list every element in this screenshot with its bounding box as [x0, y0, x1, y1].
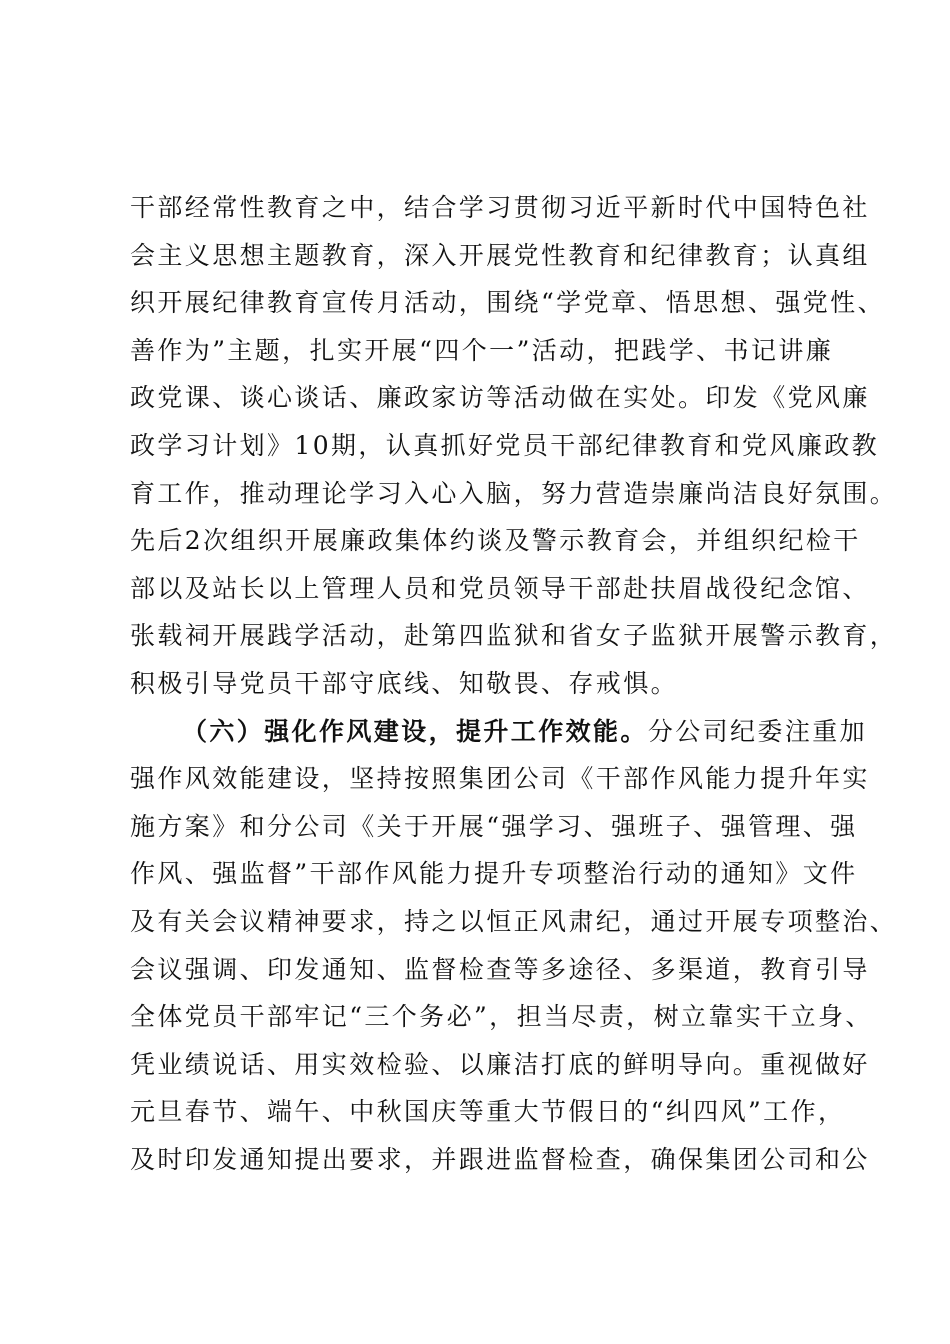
text-line: 及有关会议精神要求，持之以恒正风肃纪，通过开展专项整治、 — [130, 906, 898, 936]
text-line: 善作为”主题，扎实开展“四个一”活动，把践学、书记讲廉 — [130, 335, 834, 365]
text-line: 积极引导党员干部守底线、知敬畏、存戒惧。 — [130, 668, 679, 698]
text-line: 政学习计划》10期，认真抓好党员干部纪律教育和党风廉政教 — [130, 430, 880, 460]
text-line: 干部经常性教育之中，结合学习贯彻习近平新时代中国特色社 — [130, 193, 870, 222]
text-line: 先后2次组织开展廉政集体约谈及警示教育会，并组织纪检干 — [130, 526, 861, 556]
text-line: 政党课、谈心谈话、廉政家访等活动做在实处。印发《党风廉 — [130, 383, 870, 413]
text-line: 张载祠开展践学活动，赴第四监狱和省女子监狱开展警示教育， — [130, 621, 898, 651]
text-line: 部以及站长以上管理人员和党员领导干部赴扶眉战役纪念馆、 — [130, 573, 870, 603]
section-heading: （六）强化作风建设，提升工作效能。 — [182, 716, 648, 746]
text-line: 会议强调、印发通知、监督检查等多途径、多渠道，教育引导 — [130, 954, 870, 984]
text-line: 凭业绩说话、用实效检验、以廉洁打底的鲜明导向。重视做好 — [130, 1049, 870, 1079]
text-line: 强作风效能建设，坚持按照集团公司《干部作风能力提升年实 — [130, 764, 870, 794]
section-first-line-text: 分公司纪委注重加 — [647, 716, 868, 746]
text-line: 及时印发通知提出要求，并跟进监督检查，确保集团公司和公 — [130, 1144, 870, 1174]
text-line: 全体党员干部牢记“三个务必”，担当尽责，树立靠实干立身、 — [130, 1002, 873, 1032]
body-text — [130, 184, 898, 1183]
text-line: 育工作，推动理论学习入心入脑，努力营造崇廉尚洁良好氛围。 — [130, 478, 898, 508]
text-line: 元旦春节、端午、中秋国庆等重大节假日的“纠四风”工作， — [130, 1097, 846, 1127]
section-first-line — [130, 708, 868, 756]
text-line: 作风、强监督”干部作风能力提升专项整治行动的通知》文件 — [130, 859, 858, 889]
text-line: 会主义思想主题教育，深入开展党性教育和纪律教育；认真组 — [130, 240, 870, 270]
text-line: 织开展纪律教育宣传月活动，围绕“学党章、悟思想、强党性、 — [130, 288, 885, 318]
text-line: 施方案》和分公司《关于开展“强学习、强班子、强管理、强 — [130, 811, 858, 841]
